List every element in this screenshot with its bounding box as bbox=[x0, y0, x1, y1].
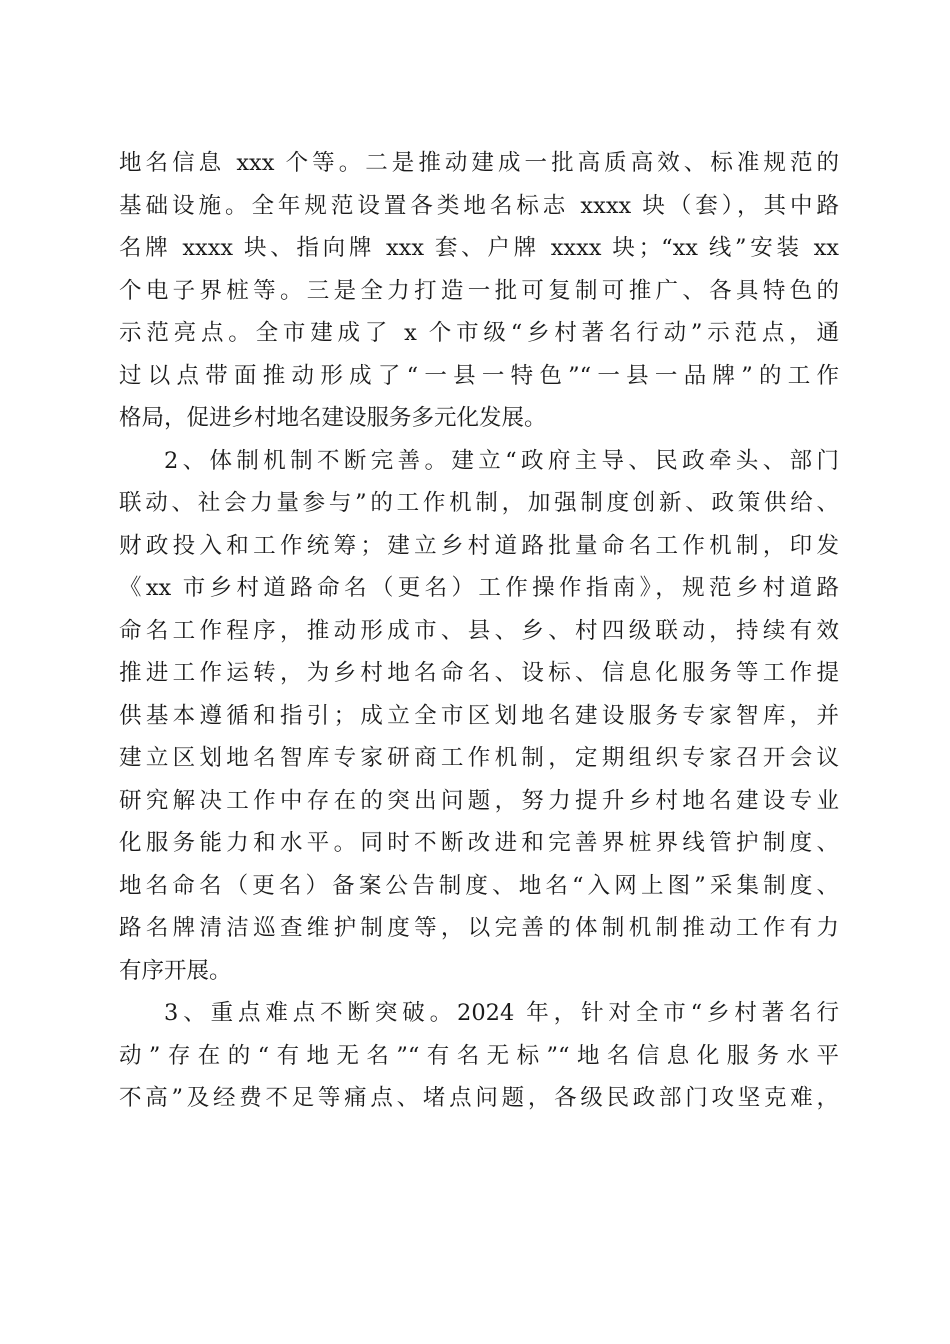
paragraph-2 bbox=[119, 440, 839, 993]
text-line: 地名命名（更名）备案公告制度、地名“入网上图”采集制度、 bbox=[119, 872, 839, 899]
text-line: 推进工作运转，为乡村地名命名、设标、信息化服务等工作提 bbox=[119, 660, 839, 686]
text-line: 个电子界桩等。三是全力打造一批可复制可推广、各具特色的 bbox=[119, 277, 839, 304]
text-line: 研究解决工作中存在的突出问题，努力提升乡村地名建设专业 bbox=[119, 787, 839, 814]
text-line: 财政投入和工作统筹；建立乡村道路批量命名工作机制，印发 bbox=[119, 532, 839, 559]
text-line: 格局，促进乡村地名建设服务多元化发展。 bbox=[119, 405, 547, 431]
text-line: 名牌 xxxx 块、指向牌 xxx 套、户牌 xxxx 块；“xx 线”安装 xx bbox=[119, 235, 839, 261]
text-line: 建立区划地名智库专家研商工作机制，定期组织专家召开会议 bbox=[119, 745, 839, 771]
text-line: 有序开展。 bbox=[119, 957, 232, 984]
paragraph-continued bbox=[119, 142, 839, 440]
text-line: 过以点带面推动形成了“一县一特色”“一县一品牌”的工作 bbox=[119, 362, 839, 389]
text-line: 路名牌清洁巡查维护制度等，以完善的体制机制推动工作有力 bbox=[119, 915, 839, 941]
paragraph-3 bbox=[119, 992, 839, 1120]
text-line: 供基本遵循和指引；成立全市区划地名建设服务专家智库，并 bbox=[119, 702, 839, 729]
text-line: 联动、社会力量参与”的工作机制，加强制度创新、政策供给、 bbox=[119, 490, 839, 516]
text-line: 命名工作程序，推动形成市、县、乡、村四级联动，持续有效 bbox=[119, 617, 839, 644]
text-line: 化服务能力和水平。同时不断改进和完善界桩界线管护制度、 bbox=[119, 830, 839, 856]
text-line: 2、体制机制不断完善。建立“政府主导、民政牵头、部门 bbox=[164, 447, 839, 474]
text-line: 示范亮点。全市建成了 x 个市级“乡村著名行动”示范点，通 bbox=[119, 320, 839, 346]
text-line: 《xx 市乡村道路命名（更名）工作操作指南》，规范乡村道路 bbox=[119, 575, 839, 601]
text-line: 不高”及经费不足等痛点、堵点问题，各级民政部门攻坚克难， bbox=[119, 1085, 839, 1111]
document-body bbox=[119, 142, 839, 1120]
text-line: 基础设施。全年规范设置各类地名标志 xxxx 块（套），其中路 bbox=[119, 192, 839, 219]
text-line: 动”存在的“有地无名”“有名无标”“地名信息化服务水平 bbox=[119, 1042, 839, 1069]
text-line: 地名信息 xxx 个等。二是推动建成一批高质高效、标准规范的 bbox=[119, 150, 839, 176]
text-line: 3、重点难点不断突破。2024 年，针对全市“乡村著名行 bbox=[164, 1000, 839, 1026]
